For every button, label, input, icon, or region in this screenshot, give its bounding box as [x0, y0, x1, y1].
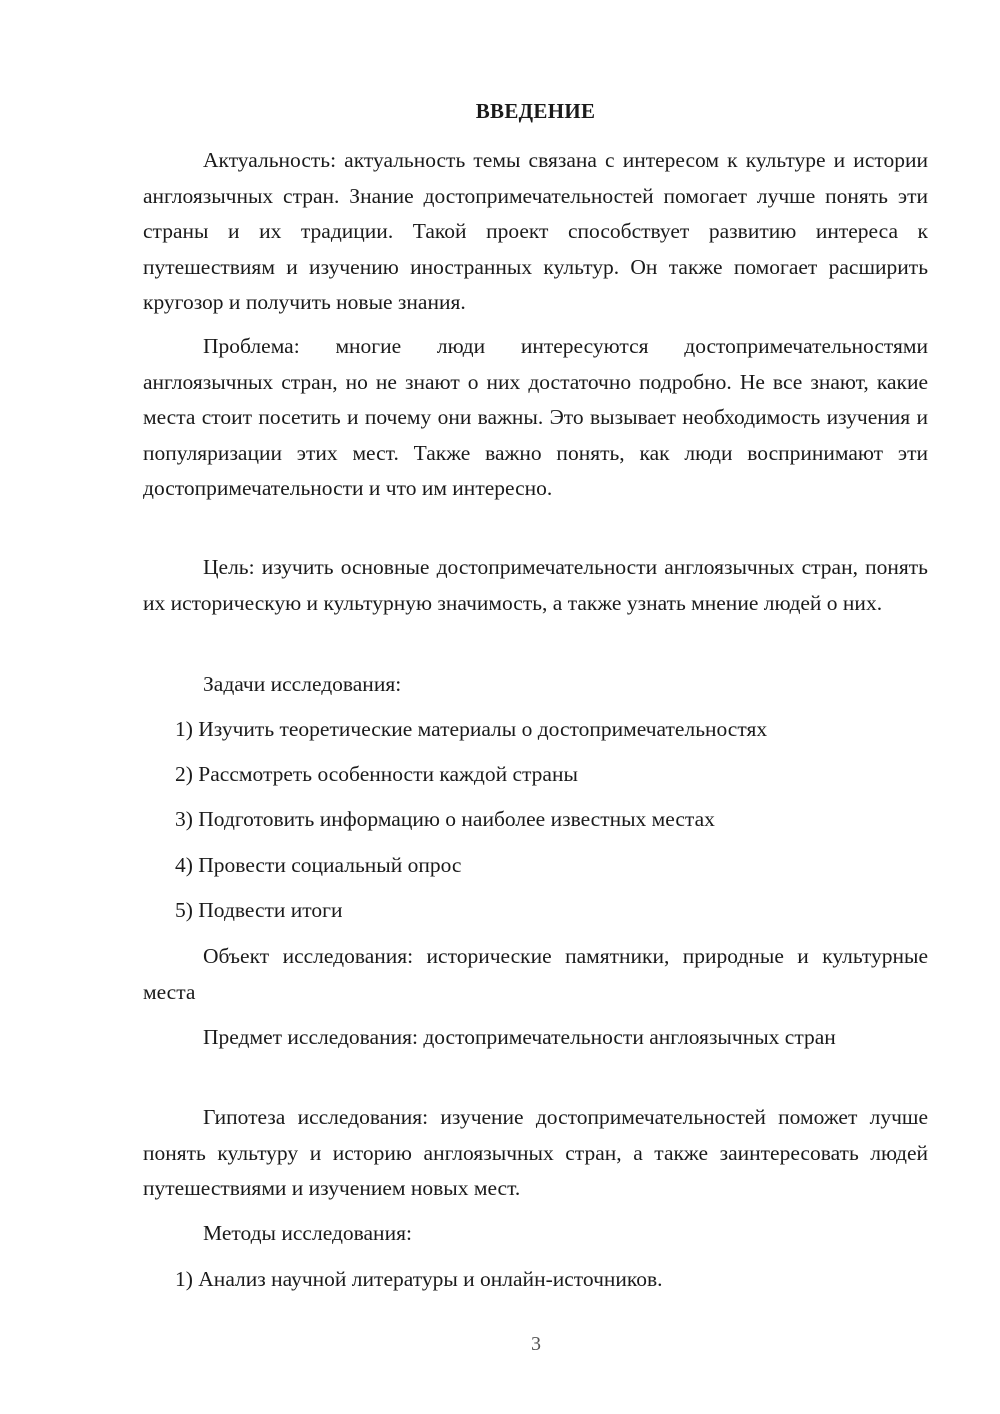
- hypothesis-paragraph: Гипотеза исследования: изучение достопримечательностей поможет лучше понять культуру и историю англоязычных стран, а также заинтересовать людей путешествиями и изучением новых мест.: [143, 1105, 928, 1200]
- subject-paragraph: Предмет исследования: достопримечательности англоязычных стран: [203, 1025, 836, 1049]
- page-number: 3: [531, 1333, 541, 1355]
- problem-paragraph: Проблема: многие люди интересуются достопримечательностями англоязычных стран, но не знают о них достаточно подробно. Не все знают, какие места стоит посетить и почему они важны. Это вызывает необходимость изучения и популяризации этих мест. Также важно понять, как люди воспринимают эти достопримечательности и что им интересно.: [143, 334, 928, 500]
- task-item-2: 2) Рассмотреть особенности каждой страны: [175, 762, 578, 786]
- goal-paragraph: Цель: изучить основные достопримечательности англоязычных стран, понять их историческую и культурную значимость, а также узнать мнение людей о них.: [143, 555, 928, 615]
- page-title: ВВЕДЕНИЕ: [475, 99, 596, 123]
- task-item-1: 1) Изучить теоретические материалы о достопримечательностях: [175, 717, 768, 741]
- tasks-heading: Задачи исследования:: [203, 672, 402, 696]
- task-item-3: 3) Подготовить информацию о наиболее известных местах: [175, 807, 715, 831]
- task-item-4: 4) Провести социальный опрос: [175, 853, 462, 877]
- object-paragraph: Объект исследования: исторические памятники, природные и культурные места: [143, 944, 928, 1004]
- methods-heading: Методы исследования:: [203, 1221, 412, 1245]
- relevance-paragraph: Актуальность: актуальность темы связана с интересом к культуре и истории англоязычных стран. Знание достопримечательностей помогает лучше понять эти страны и их традиции. Такой проект способствует развитию интереса к путешествиям и изучению иностранных культур. Он также помогает расширить кругозор и получить новые знания.: [143, 148, 928, 314]
- task-item-5: 5) Подвести итоги: [175, 898, 343, 922]
- method-item-1: 1) Анализ научной литературы и онлайн-источников.: [175, 1267, 663, 1291]
